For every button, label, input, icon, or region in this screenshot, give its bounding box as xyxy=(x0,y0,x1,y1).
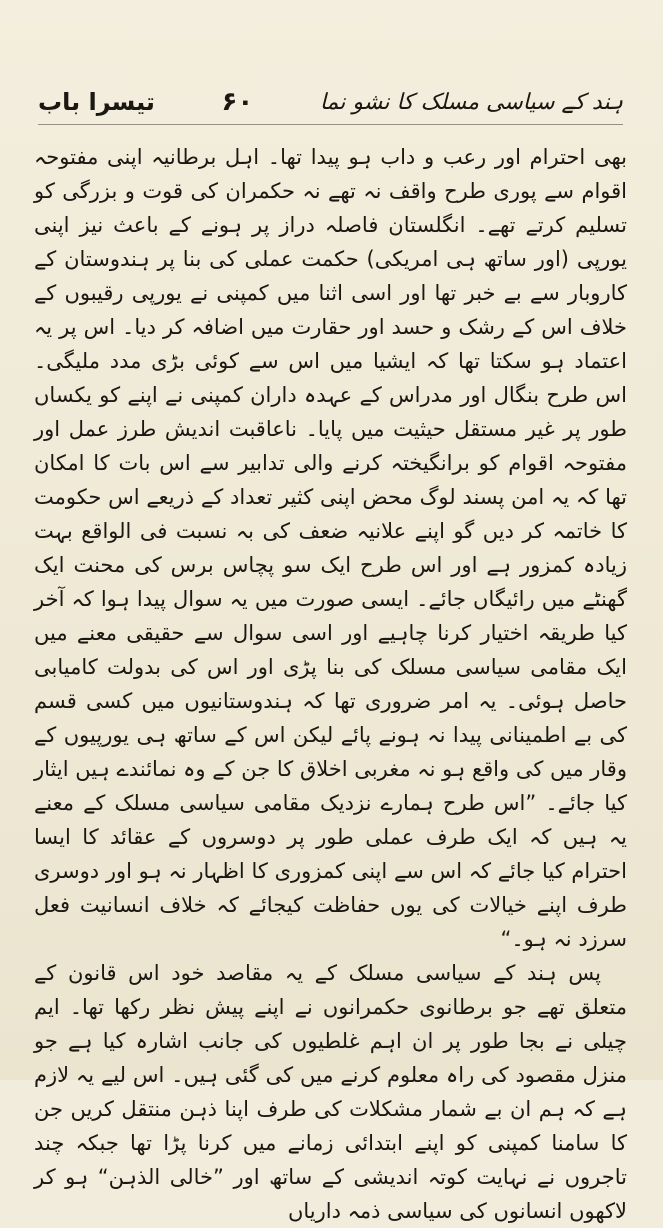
header-divider xyxy=(38,124,623,125)
page-header xyxy=(38,80,623,124)
page-number: ۶۰ xyxy=(221,87,254,117)
paragraph-2: پس ہند کے سیاسی مسلک کے یہ مقاصد خود اس قانون کے متعلق تھے جو برطانوی حکمرانوں نے اپنے پیش نظر رکھا تھا۔ ایم چیلی نے بجا طور پر ان اہم غلطیوں کی جانب اشارہ کیا ہے جو منزل مقصود کی راہ معلوم کرنے میں کی گئی ہیں۔ اس لیے یہ لازم ہے کہ ہم ان بے شمار مشکلات کی طرف اپنا ذہن منتقل کریں جن کا سامنا کمپنی کو اپنے ابتدائی زمانے میں کرنا پڑا تھا جبکہ چند تاجروں نے نہایت کوتہ اندیشی کے ساتھ اور ”خالی الذہن“ ہو کر لاکھوں انسانوں کی سیاسی ذمہ داریاں xyxy=(34,961,627,1223)
running-title: ہند کے سیاسی مسلک کا نشو نما xyxy=(319,89,623,115)
chapter-label: تیسرا باب xyxy=(38,88,155,116)
body-text xyxy=(34,140,627,1228)
paragraph-1: بھی احترام اور رعب و داب ہو پیدا تھا۔ اہل برطانیہ اپنی مفتوحہ اقوام سے پوری طرح واقف نہ تھے نہ حکمران کی قوت و بزرگی کو تسلیم کرتے تھے۔ انگلستان فاصلہ دراز پر ہونے کے باعث نیز اپنی یورپی (اور ساتھ ہی امریکی) حکمت عملی کی بنا پر ہندوستان کے کاروبار سے بے خبر تھا اور اسی اثنا میں کمپنی نے یورپی رقیبوں کے خلاف اس کے رشک و حسد اور حقارت میں اضافہ کر دیا۔ اس پر یہ اعتماد ہو سکتا تھا کہ ایشیا میں اس سے کوئی بڑی مدد ملیگی۔ اس طرح بنگال اور مدراس کے عہدہ داران کمپنی نے اپنے کو یکساں طور پر غیر مستقل حیثیت میں پایا۔ ناعاقبت اندیش طرز عمل اور مفتوحہ اقوام کو برانگیختہ کرنے والی تدابیر سے اس بات کا امکان تھا کہ یہ امن پسند لوگ محض اپنی کثیر تعداد کے ذریعے اس حکومت کا خاتمہ کر دیں گو اپنے علانیہ ضعف کی بہ نسبت فی الواقع بہت زیادہ کمزور ہے اور اس طرح ایک سو پچاس برس کی محنت ایک گھنٹے میں رائیگاں جائے۔ ایسی صورت میں یہ سوال پیدا ہوا کہ آخر کیا طریقہ اختیار کرنا چاہیے اور اسی سوال سے حقیقی معنے میں ایک مقامی سیاسی مسلک کی بنا پڑی اور اس کی بدولت کامیابی حاصل ہوئی۔ یہ امر ضروری تھا کہ ہندوستانیوں میں کسی قسم کی بے اطمینانی پیدا نہ ہونے پائے لیکن اس کے ساتھ ہی یورپیوں کے وقار میں کی واقع ہو نہ مغربی اخلاق کا جن کے وہ نمائندے ہیں ایثار کیا جائے۔ ”اس طرح ہمارے نزدیک مقامی سیاسی مسلک کے معنے یہ ہیں کہ ایک طرف عملی طور پر دوسروں کے عقائد کا ایسا احترام کیا جائے کہ اس سے اپنی کمزوری کا اظہار نہ ہو اور دوسری طرف اپنے خیالات کی یوں حفاظت کیجائے کہ خلاف انسانیت فعل سرزد نہ ہو۔“ xyxy=(34,145,627,951)
